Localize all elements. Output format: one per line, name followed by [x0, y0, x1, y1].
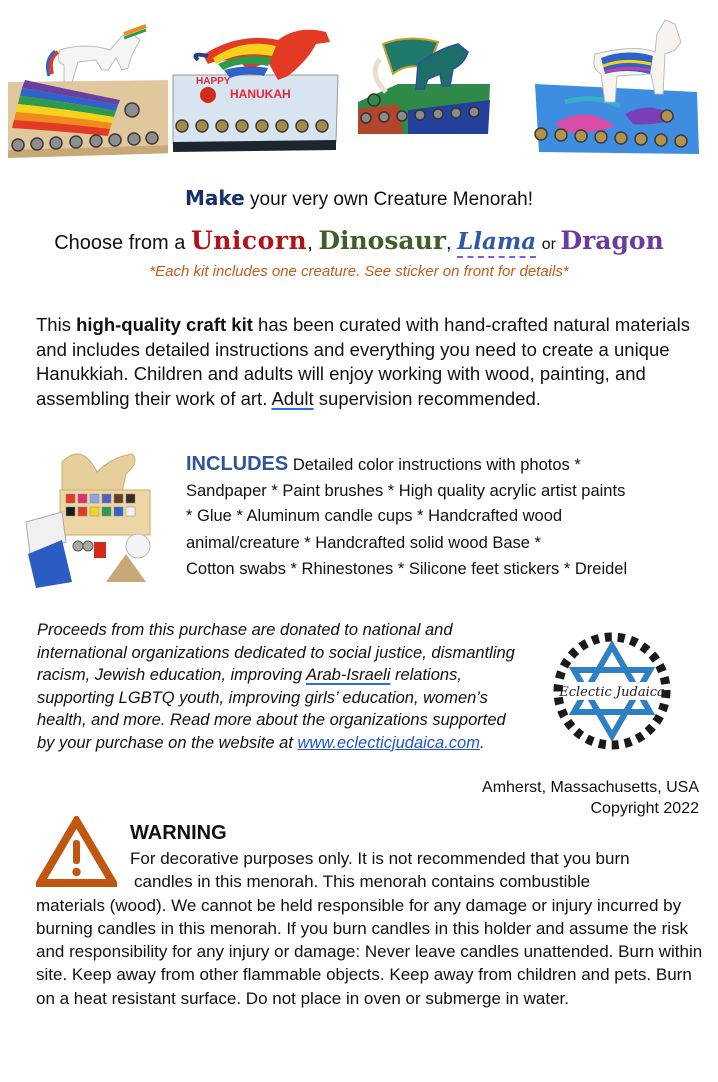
intro-bold-phrase: high-quality craft kit: [76, 314, 253, 335]
website-link[interactable]: www.eclecticjudaica.com: [297, 733, 480, 752]
arab-israeli-word: Arab-Israeli: [306, 666, 391, 685]
proceeds-text: relations, supporting LGBTQ youth, improving girls’ education, women’s health, and more. Read more about the organizations supported by your purchase on the website at: [37, 666, 506, 752]
dinosaur-menorah-image: [168, 20, 346, 158]
happy-hanukah-caption: HAPPY: [196, 76, 231, 87]
warning-rest: materials (wood). We cannot be held responsible for any damage or injury incurred by burning candles in this menorah. If you burn candles in this holder and assume the risk and responsibility for any injury or damage: Never leave candles unattended. Burn within site. Keep away from other flammable objects. Keep away from children and pets. Burn on a heat resistant surface. Do not place in oven or submerge in water.: [36, 895, 703, 1008]
copyright-text: Copyright 2022: [590, 799, 699, 817]
warning-title: WARNING: [130, 822, 227, 844]
logo-star-of-david-icon: [551, 630, 673, 752]
includes-line: Detailed color instructions with photos *: [288, 456, 581, 474]
llama-menorah-image: [505, 14, 705, 160]
includes-line: Cotton swabs * Rhinestones * Silicone feet stickers * Dreidel: [186, 559, 628, 578]
intro-text: has been curated with hand-crafted natural materials and includes detailed instructions and everything you need to create a unique Hanukkiah. Children and adults will enjoy working with wood, painting, and assembling their work of art.: [36, 314, 690, 409]
kit-contents-photo: [22, 442, 172, 588]
adult-word: Adult: [271, 387, 314, 409]
intro-paragraph: [36, 313, 706, 411]
address-block: [482, 778, 699, 819]
logo-text: Eclectic Judaica: [559, 685, 665, 700]
includes-list: [186, 452, 711, 582]
unicorn-menorah-image: [0, 10, 188, 172]
creature-llama: Llama: [457, 228, 536, 258]
eclectic-judaica-logo: [551, 630, 673, 752]
dinosaur-menorah-photo: [168, 20, 346, 158]
kit-note: *Each kit includes one creature. See sticker on front for details*: [149, 263, 569, 280]
warning-body: [36, 847, 708, 1010]
includes-line: animal/creature * Handcrafted solid wood Base *: [186, 533, 541, 552]
separator: ,: [307, 232, 319, 254]
separator: ,: [445, 232, 458, 254]
llama-menorah-photo: [505, 14, 705, 160]
creature-dinosaur: Dinosaur: [318, 226, 446, 255]
svg-text:HANUKAH: HANUKAH: [230, 87, 291, 101]
warning-line: For decorative purposes only. It is not recommended that you burn: [130, 849, 630, 868]
dragon-menorah-image: [358, 14, 494, 138]
proceeds-paragraph: [37, 619, 527, 755]
intro-text: supervision recommended.: [313, 387, 541, 409]
headline-rest: your very own Creature Menorah!: [244, 189, 534, 210]
intro-text: This: [36, 314, 77, 335]
location-text: Amherst, Massachusetts, USA: [482, 779, 699, 796]
warning-line: candles in this menorah. This menorah contains combustible: [134, 872, 591, 892]
headline-make-word: Make: [184, 186, 245, 210]
dragon-menorah-photo: [358, 14, 494, 138]
choose-prefix: Choose from a: [54, 232, 191, 254]
unicorn-menorah-photo: [0, 10, 188, 172]
kit-contents-image: [22, 442, 172, 588]
includes-heading: INCLUDES: [186, 453, 289, 475]
headline: [0, 186, 718, 211]
or-word: or: [541, 236, 561, 253]
proceeds-text: Proceeds from this purchase are donated to national and international organizations dedicated to social justice, dismantling racism, Jewish education, improving: [37, 621, 515, 685]
proceeds-text: .: [479, 733, 485, 752]
includes-line: * Glue * Aluminum candle cups * Handcrafted wood: [186, 507, 563, 525]
includes-line: Sandpaper * Paint brushes * High quality acrylic artist paints: [186, 481, 626, 500]
creature-choices-line: [0, 226, 718, 255]
creature-unicorn: Unicorn: [190, 226, 308, 255]
creature-dragon: Dragon: [560, 226, 664, 255]
